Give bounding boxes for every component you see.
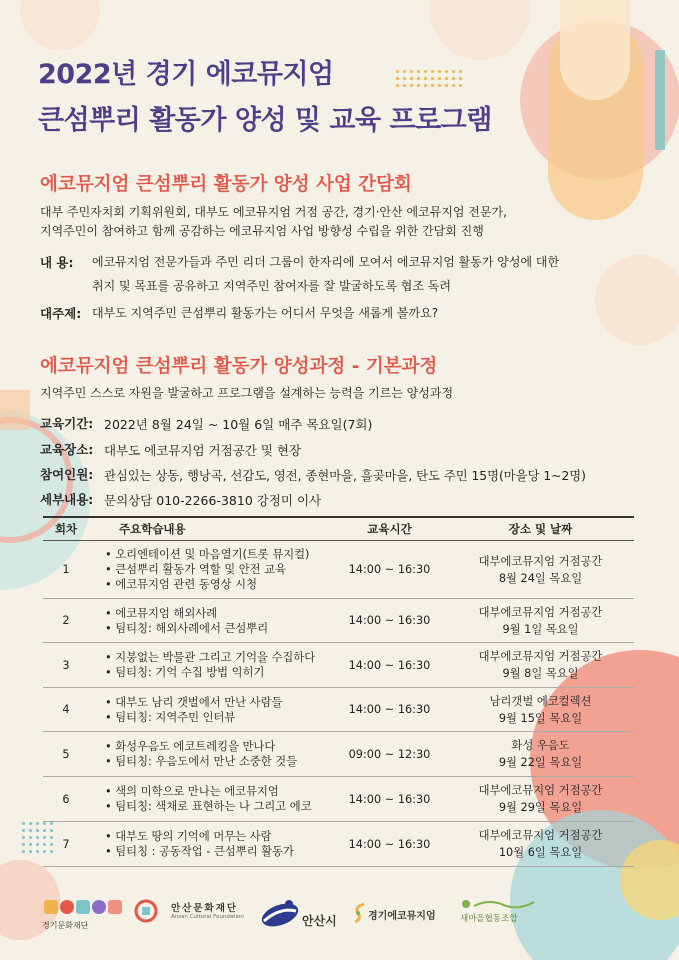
ansan-city-emblem-icon [260,897,300,931]
gg-culture-logo [42,896,124,931]
section1-intro-line2: 지역주민이 참여하고 함께 공감하는 에코뮤지엄 사업 방향성 수립을 위한 간담회 진행 [40,224,484,238]
place-date [447,599,634,643]
table-row [43,599,634,643]
table-row [43,822,634,867]
round-number: 3 [43,643,89,688]
session-date: 8월 24일 목요일 [498,571,583,585]
table-header-row [43,517,634,541]
learning-item: • 에코뮤지엄 관련 동영상 시청 [105,577,332,592]
info-label-people: 참여인원: [40,467,94,482]
session-date: 9월 29일 목요일 [498,801,583,814]
round-number: 6 [43,777,89,822]
table-row [43,777,634,822]
ansan-culture-icon [133,898,159,924]
learning-item: • 화성우음도 에코트레킹을 만나다 [105,739,332,754]
learning-item: • 큰섬뿌리 활동가 역할 및 안전 교육 [105,562,332,577]
session-place: 대부에코뮤지엄 거점공간 [478,605,603,619]
info-value-place: 대부도 에코뮤지엄 거점공간 및 현장 [104,443,302,458]
session-place: 화성 우음도 [511,739,570,752]
learning-items [89,541,332,599]
round-number: 5 [43,732,89,777]
header-content: 주요학습내용 [89,517,332,541]
topic-value: 대부도 지역주민 큰섬뿌리 활동가는 어디서 무엇을 새롭게 볼까요? [92,306,439,320]
session-time: 14:00 ~ 16:30 [332,541,447,599]
learning-items [89,599,332,643]
place-date [447,777,634,822]
session-date: 9월 15일 목요일 [498,711,583,725]
session-place: 대부에코뮤지엄 거점공간 [478,829,603,842]
session-time: 14:00 ~ 16:30 [332,643,447,688]
page-title-line2: 큰섬뿌리 활동가 양성 및 교육 프로그램 [38,105,492,136]
learning-items [89,822,332,867]
section2-subtitle: 지역주민 스스로 자원을 발굴하고 프로그램을 설계하는 능력을 기르는 양성과정 [40,386,454,400]
info-value-detail: 문의상담 010-2266-3810 강정미 이사 [104,493,322,508]
gg-ecomuseum-name: 경기에코뮤지엄 [368,911,436,922]
header-time: 교육시간 [332,517,447,541]
info-value-period: 2022년 8월 24일 ~ 10월 6일 매주 목요일(7회) [104,417,373,432]
session-date: 9월 22일 목요일 [498,756,583,769]
session-time: 14:00 ~ 16:30 [332,688,447,732]
round-number: 4 [43,688,89,732]
content-line2: 취지 및 목표를 공유하고 지역주민 참여자를 잘 발굴하도록 협조 독려 [92,279,451,293]
learning-item: • 팀티칭: 우음도에서 만난 소중한 것들 [105,754,332,769]
session-time: 14:00 ~ 16:30 [332,599,447,643]
table-row [43,732,634,777]
session-place: 대부에코뮤지엄 거점공간 [478,784,603,797]
learning-item: • 팀티칭: 해외사례에서 큰섬뿌리 [105,621,332,636]
info-label-detail: 세부내용: [40,492,94,507]
session-time: 09:00 ~ 12:30 [332,732,447,777]
learning-item: • 팀티칭: 기억 수집 방법 익히기 [105,665,332,680]
place-date [447,643,634,688]
session-date: 9월 1일 목요일 [502,622,579,636]
learning-item: • 팀티칭 : 공동작업 - 큰섬뿌리 활동가 [105,844,332,859]
dot-pattern-top [396,70,462,87]
learning-item: • 에코뮤지엄 해외사례 [105,606,332,621]
learning-item: • 팀티칭: 색채로 표현하는 나 그리고 에코 [105,799,332,814]
place-date [447,541,634,599]
session-place: 대부에코뮤지엄 거점공간 [478,554,603,568]
learning-item: • 색의 미학으로 만나는 에코뮤지엄 [105,784,332,799]
content-line1: 에코뮤지엄 전문가들과 주민 리더 그룹이 한자리에 모여서 에코뮤지엄 활동가 양성에 대한 [92,255,560,269]
schedule-table [43,516,634,867]
learning-items [89,732,332,777]
section1-intro-line1: 대부 주민자치회 기획위원회, 대부도 에코뮤지엄 거점 공간, 경기·안산 에코뮤지엄 전문가, [40,205,507,219]
gg-culture-logo-mark [42,896,124,918]
header-round: 회차 [43,517,89,541]
header-place-date: 장소 및 날짜 [447,517,634,541]
table-row [43,643,634,688]
round-number: 1 [43,541,89,599]
place-date [447,822,634,867]
round-number: 2 [43,599,89,643]
learning-item: • 대부도 남리 갯벌에서 만난 사람들 [105,695,332,710]
place-date [447,688,634,732]
session-place: 남리갯벌 에코컬렉션 [489,694,592,708]
learning-items [89,777,332,822]
page-title-line1: 2022년 경기 에코뮤지엄 [38,59,334,90]
learning-item: • 팀티칭: 지역주민 인터뷰 [105,710,332,725]
session-time: 14:00 ~ 16:30 [332,822,447,867]
table-row [43,541,634,599]
ansan-city-name: 안산시 [302,914,337,928]
table-row [43,688,634,732]
learning-item: • 대부도 땅의 기억에 머무는 사람 [105,829,332,844]
section2-title: 에코뮤지엄 큰섬뿌리 활동가 양성과정 - 기본과정 [40,356,438,377]
coop-name: 새마을협동조합 [460,914,518,924]
info-label-period: 교육기간: [40,416,94,431]
learning-items [89,688,332,732]
info-label-place: 교육장소: [40,442,94,457]
place-date [447,732,634,777]
content-label: 내 용: [40,255,74,270]
ansan-culture-name: 안산문화재단 [171,903,239,914]
session-date: 10월 6일 목요일 [498,846,583,859]
learning-item: • 오리엔테이션 및 마음열기(트롯 뮤지컬) [105,547,332,562]
info-value-people: 관심있는 상동, 행낭곡, 선감도, 영전, 종현마을, 흘곶마을, 탄도 주민 15명(마을당 1~2명) [104,469,586,483]
session-date: 9월 8일 목요일 [502,667,579,680]
learning-items [89,643,332,688]
ecomuseum-icon [352,901,368,925]
section1-title: 에코뮤지엄 큰섬뿌리 활동가 양성 사업 간담회 [40,174,412,195]
gg-culture-name: 경기문화재단 [42,921,89,930]
session-time: 14:00 ~ 16:30 [332,777,447,822]
learning-item: • 지붕없는 박물관 그리고 기억을 수집하다 [105,650,332,665]
ansan-culture-name-en: Ansan Cultural Foundation [171,914,244,920]
topic-label: 대주제: [40,306,82,321]
session-place: 대부에코뮤지엄 거점공간 [478,650,603,663]
round-number: 7 [43,822,89,867]
coop-logo-mark [460,898,536,910]
